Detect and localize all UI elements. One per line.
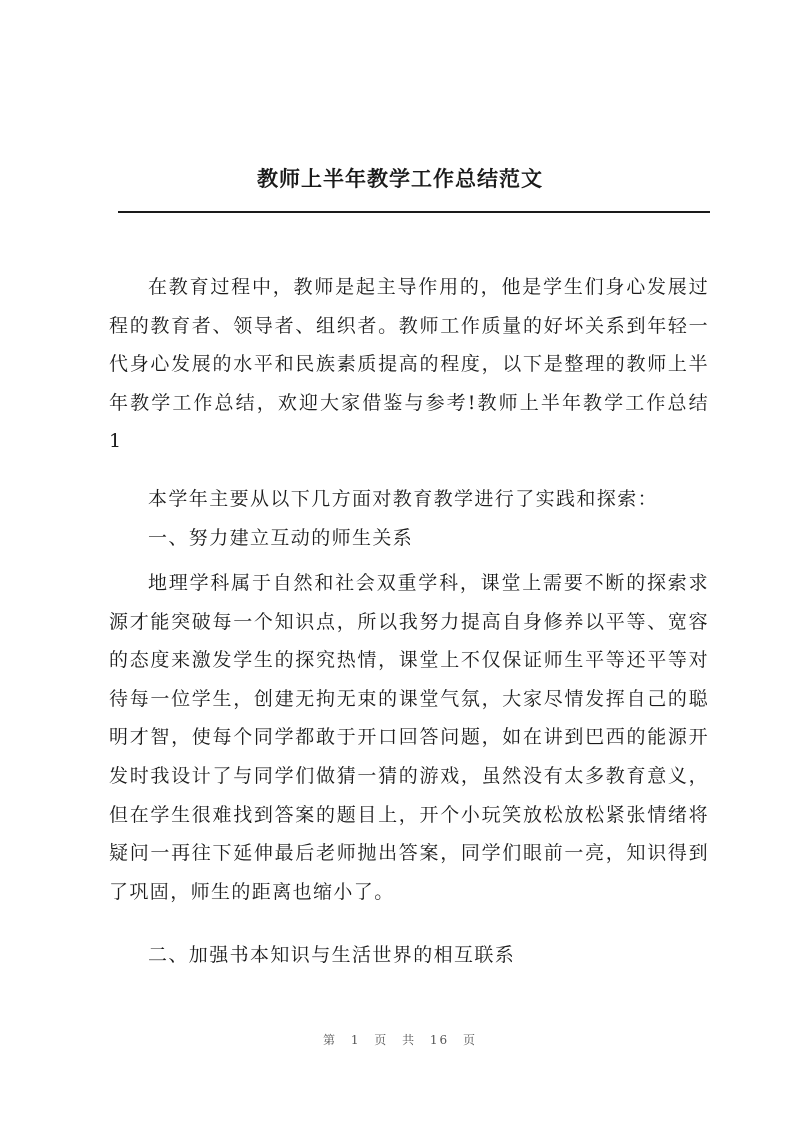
page-footer: 第 1 页 共 16 页 bbox=[323, 1033, 477, 1047]
section-heading-1: 一、努力建立互动的师生关系 bbox=[148, 527, 414, 549]
body-paragraph: 地理学科属于自然和社会双重学科，课堂上需要不断的探索求源才能突破每一个知识点，所以我努力提高自身修养以平等、宽容的态度来激发学生的探究热情，课堂上不仅保证师生平等还平等对待每一位学生，创建无拘无束的课堂气氛，大家尽情发挥自己的聪明才智，使每个同学都敢于开口回答问题，如在讲到巴西的能源开发时我设计了与同学们做猜一猜的游戏，虽然没有太多教育意义，但在学生很难找到答案的题目上，开个小玩笑放松放松紧张情绪将疑问一再往下延伸最后老师抛出答案，同学们眼前一亮，知识得到了巩固，师生的距离也缩小了。 bbox=[109, 572, 709, 903]
page-title: 教师上半年教学工作总结范文 bbox=[257, 166, 543, 191]
title-divider bbox=[118, 211, 710, 213]
section-heading-2: 二、加强书本知识与生活世界的相互联系 bbox=[148, 944, 516, 966]
intro-paragraph: 在教育过程中，教师是起主导作用的，他是学生们身心发展过程的教育者、领导者、组织者。教师工作质量的好坏关系到年轻一代身心发展的水平和民族素质提高的程度，以下是整理的教师上半年教学工作总结，欢迎大家借鉴与参考!教师上半年教学工作总结 1 bbox=[109, 276, 709, 453]
body-paragraph: 本学年主要从以下几方面对教育教学进行了实践和探索： bbox=[148, 488, 659, 510]
